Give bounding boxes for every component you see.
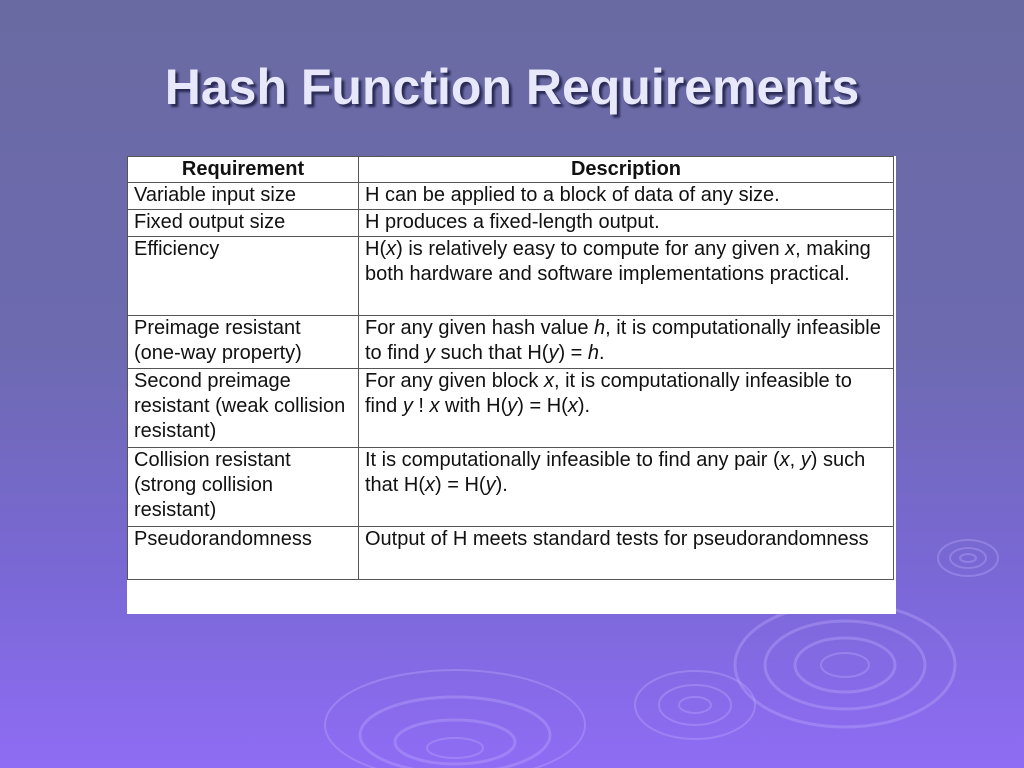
- header-requirement: Requirement: [128, 157, 359, 183]
- var-x: x: [779, 449, 790, 471]
- desc-text: , making both hardware and software implementations practical.: [365, 238, 871, 285]
- description-cell: H produces a fixed-length output.: [359, 210, 894, 237]
- requirements-table-panel: [127, 156, 896, 614]
- description-cell: H can be applied to a block of data of any size.: [359, 183, 894, 210]
- desc-text: ,: [789, 449, 801, 471]
- description-cell: [359, 369, 894, 448]
- var-h: h: [587, 342, 600, 364]
- desc-text: For any given hash value: [365, 317, 595, 339]
- desc-text: ).: [577, 395, 591, 417]
- var-x: x: [429, 395, 440, 417]
- description-cell: [359, 316, 894, 369]
- var-y: y: [800, 449, 811, 471]
- table-row: [128, 369, 894, 448]
- description-cell: Output of H meets standard tests for pseudorandomness: [359, 527, 894, 580]
- table-row: [128, 210, 894, 237]
- desc-text: , it is computationally infeasible to find: [365, 370, 852, 417]
- var-y: y: [402, 395, 413, 417]
- var-h: h: [594, 317, 606, 339]
- desc-text: , it is computationally infeasible to find: [365, 317, 881, 364]
- requirement-cell: Pseudorandomness: [128, 527, 359, 580]
- desc-text: !: [412, 395, 430, 417]
- table-row: [128, 527, 894, 580]
- desc-text: It is computationally infeasible to find any pair (: [365, 449, 780, 471]
- desc-text: ) such that H(: [365, 449, 866, 496]
- desc-text: For any given block: [365, 370, 544, 392]
- var-y: y: [485, 474, 496, 496]
- desc-text: ) =: [558, 342, 588, 364]
- requirement-cell: Second preimage resistant (weak collision resistant): [128, 369, 359, 448]
- requirement-cell: Variable input size: [128, 183, 359, 210]
- var-y: y: [548, 342, 559, 364]
- desc-text: with H(: [439, 395, 508, 417]
- requirement-cell: Efficiency: [128, 237, 359, 316]
- header-description: Description: [359, 157, 894, 183]
- requirements-table: [127, 156, 894, 580]
- desc-text: ).: [495, 474, 508, 496]
- desc-text: ) = H(: [517, 395, 568, 417]
- requirement-cell: Preimage resistant (one-way property): [128, 316, 359, 369]
- desc-text: ) = H(: [435, 474, 486, 496]
- var-x: x: [425, 474, 436, 496]
- table-row: [128, 237, 894, 316]
- desc-text: ) is relatively easy to compute for any given: [396, 238, 786, 260]
- var-x: x: [386, 238, 397, 260]
- description-cell: [359, 448, 894, 527]
- desc-text: such that H(: [435, 342, 549, 364]
- slide-title: Hash Function Requirements: [164, 59, 860, 115]
- table-row: [128, 183, 894, 210]
- desc-text: .: [599, 342, 605, 364]
- table-header-row: [128, 157, 894, 183]
- requirement-cell: Fixed output size: [128, 210, 359, 237]
- var-x: x: [543, 370, 554, 392]
- requirement-cell: Collision resistant (strong collision resistant): [128, 448, 359, 527]
- desc-text: H(: [365, 238, 387, 260]
- var-x: x: [785, 238, 796, 260]
- var-x: x: [567, 395, 578, 417]
- table-row: [128, 448, 894, 527]
- description-cell: [359, 237, 894, 316]
- table-row: [128, 316, 894, 369]
- var-y: y: [507, 395, 518, 417]
- var-y: y: [425, 342, 436, 364]
